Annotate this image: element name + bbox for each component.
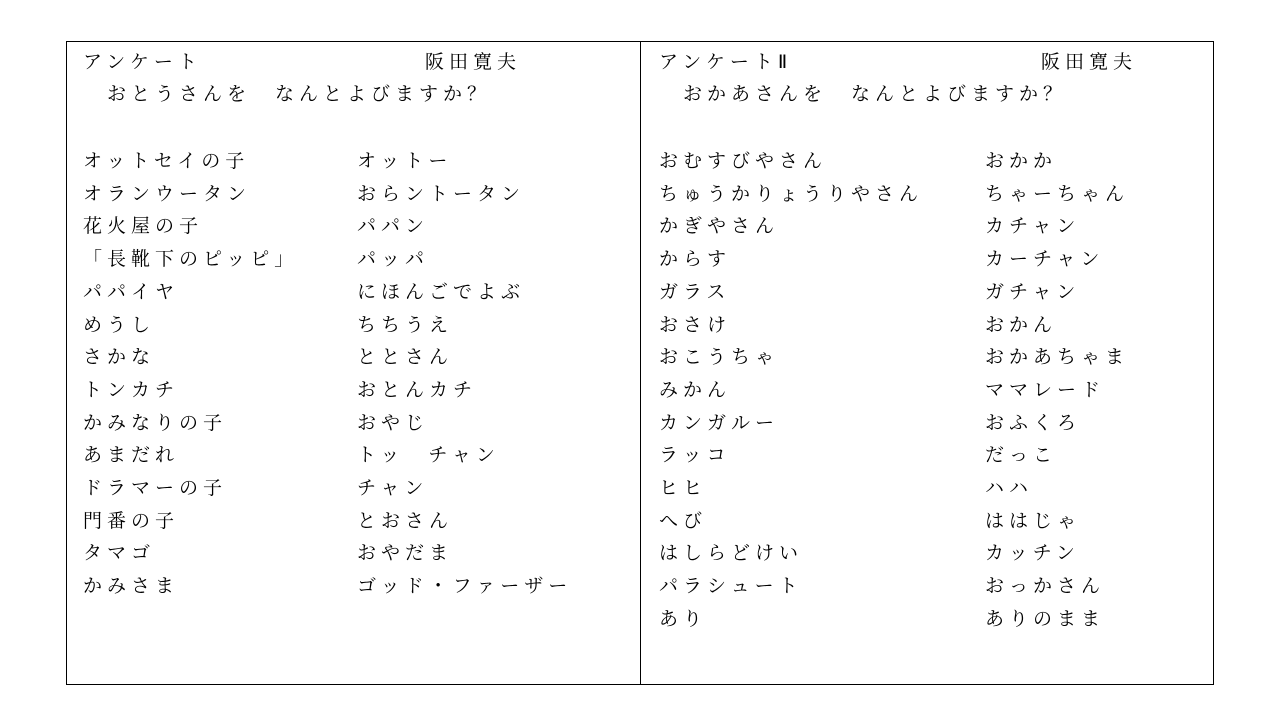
row-subject: 門番の子 [83, 509, 180, 532]
row-name: チャン [357, 477, 429, 499]
row-subject: ドラマーの子 [83, 477, 228, 499]
row-subject: オットセイの子 [83, 150, 250, 172]
table-row [67, 247, 640, 279]
row-name: おかん [985, 313, 1058, 336]
row-subject: カンガルー [659, 411, 780, 434]
left-author: 阪田寛夫 [425, 51, 522, 73]
table-row [67, 313, 640, 345]
row-subject: 「長靴下のピッピ」 [83, 248, 299, 271]
row-name: だっこ [985, 444, 1058, 467]
row-name: カーチャン [985, 248, 1105, 271]
table-row [641, 411, 1213, 443]
row-name: カチャン [985, 215, 1081, 238]
row-subject: パラシュート [659, 575, 803, 598]
left-title: アンケート [83, 51, 202, 73]
row-name: ちちうえ [357, 313, 454, 336]
table-row [67, 149, 640, 181]
row-name: ありのまま [985, 607, 1106, 630]
row-name: カッチン [985, 542, 1080, 565]
right-question: おかあさんを なんとよびますか？ [683, 83, 1068, 105]
row-name: ととさん [357, 346, 454, 369]
table-row [641, 509, 1213, 541]
table-row [67, 378, 640, 410]
row-name: おふくろ [985, 411, 1082, 434]
table-row [641, 182, 1213, 214]
table-row [67, 280, 640, 312]
table-row [67, 509, 640, 541]
row-subject: さかな [83, 346, 156, 369]
row-subject: みかん [659, 378, 732, 401]
row-subject: かみなりの子 [83, 411, 228, 434]
row-name: おっかさん [985, 575, 1106, 598]
row-name: ハハ [985, 477, 1034, 499]
row-name: おかあちゃま [985, 346, 1130, 369]
table-row [641, 541, 1213, 573]
table-row [641, 313, 1213, 345]
table-row [67, 541, 640, 573]
row-name: ママレード [985, 378, 1106, 401]
row-name: おらントータン [357, 182, 526, 205]
row-name: パッパ [357, 248, 430, 271]
row-subject: めうし [83, 313, 156, 336]
left-question: おとうさんを なんとよびますか？ [107, 83, 492, 105]
row-subject: ガラス [659, 280, 731, 303]
row-name: おとんカチ [357, 378, 478, 401]
table-row [67, 443, 640, 475]
right-panel [641, 42, 1213, 684]
table-row [67, 182, 640, 214]
row-name: おやじ [357, 411, 430, 434]
row-name: おやだま [357, 542, 454, 565]
row-subject: ラッコ [659, 444, 731, 467]
row-subject: おさけ [659, 313, 732, 336]
row-subject: かみさま [83, 575, 180, 598]
table-row [641, 280, 1213, 312]
row-subject: かぎやさん [659, 215, 780, 238]
table-row [641, 214, 1213, 246]
table-row [641, 149, 1213, 181]
row-name: ちゃーちゃん [985, 182, 1130, 205]
row-name: オットー [357, 150, 453, 172]
row-name: ガチャン [985, 280, 1081, 303]
right-author: 阪田寛夫 [1041, 51, 1138, 73]
row-name: おかか [985, 150, 1058, 172]
right-title: アンケートⅡ [659, 51, 793, 73]
table-row [641, 476, 1213, 508]
row-subject: オランウータン [83, 182, 252, 205]
row-subject: パパイヤ [83, 280, 180, 303]
table-row [641, 574, 1213, 606]
table-row [67, 574, 640, 606]
row-name: ははじゃ [985, 509, 1082, 532]
row-name: パパン [357, 215, 430, 238]
row-subject: はしらどけい [659, 542, 804, 565]
row-name: とおさん [357, 509, 454, 532]
table-row [641, 378, 1213, 410]
table-row [641, 443, 1213, 475]
row-subject: へび [659, 509, 708, 532]
row-subject: トンカチ [83, 378, 180, 401]
row-subject: ヒヒ [659, 477, 708, 499]
table-row [641, 607, 1213, 639]
table-row [67, 411, 640, 443]
table-row [67, 476, 640, 508]
row-subject: 花火屋の子 [83, 215, 204, 238]
row-subject: おむすびやさん [659, 150, 828, 172]
table-row [67, 345, 640, 377]
table-row [641, 345, 1213, 377]
row-name: にほんごでよぶ [357, 280, 526, 303]
document-table [66, 41, 1214, 685]
row-name: トッ チャン [357, 444, 500, 467]
row-subject: ちゅうかりょうりやさん [659, 182, 924, 205]
row-subject: あまだれ [83, 444, 180, 467]
row-name: ゴッド・ファーザー [357, 575, 573, 598]
table-row [641, 247, 1213, 279]
row-subject: あり [659, 607, 708, 630]
row-subject: タマゴ [83, 542, 156, 565]
row-subject: からす [659, 248, 732, 271]
left-panel [67, 42, 641, 684]
table-row [67, 214, 640, 246]
row-subject: おこうちゃ [659, 346, 780, 369]
